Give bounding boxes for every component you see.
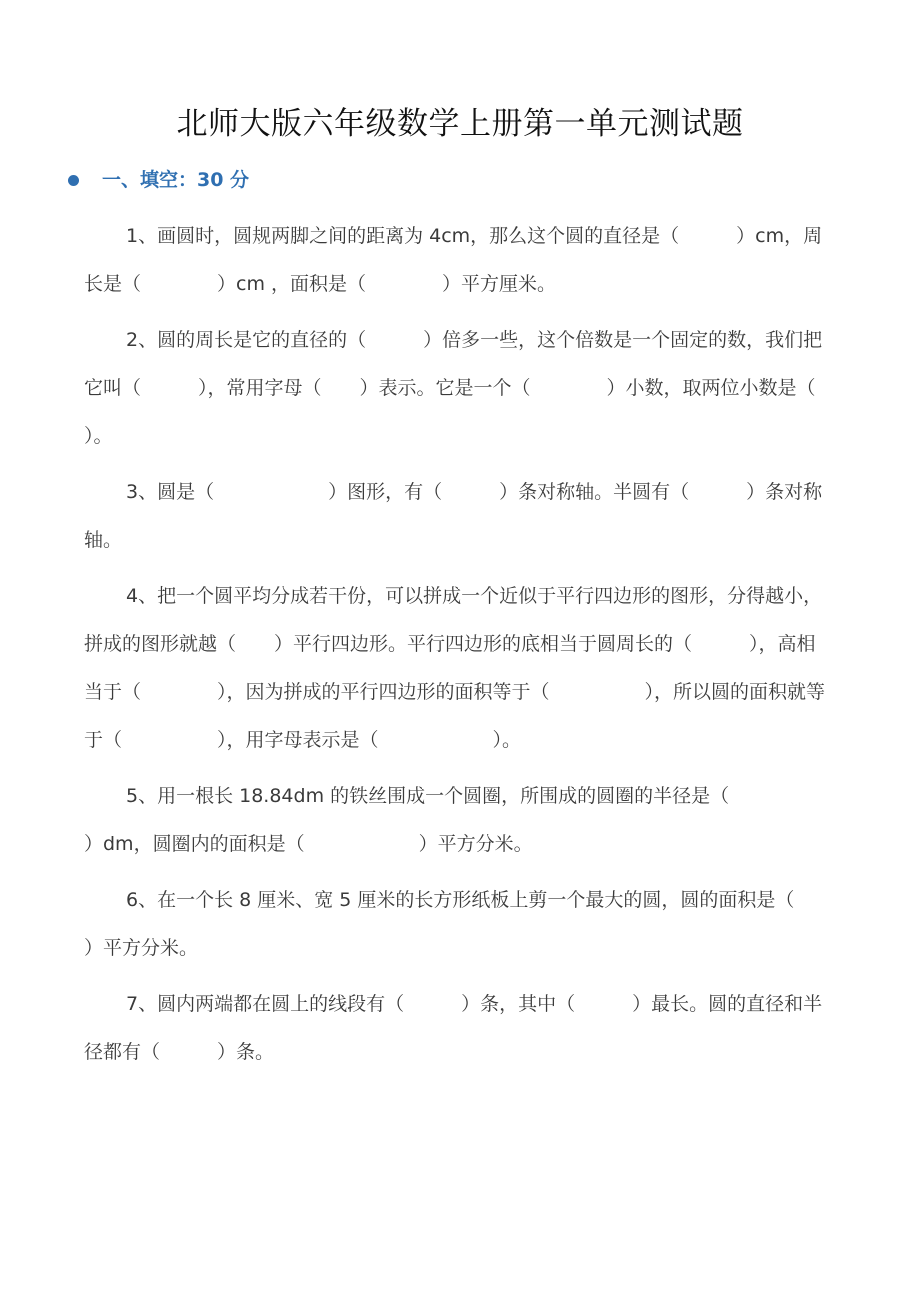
question-3: 3、圆是（ ）图形，有（ ）条对称轴。半圆有（ ）条对称轴。: [84, 481, 823, 551]
page-title: 北师大版六年级数学上册第一单元测试题: [176, 106, 744, 142]
question-4: 4、把一个圆平均分成若干份，可以拼成一个近似于平行四边形的图形，分得越小，拼成的图形就越（ ）平行四边形。平行四边形的底相当于圆周长的（ ），高相当于（ ），因为拼成的平行四边形的面积等于（ ），所以圆的面积就等于（ ），用字母表示是（ ）。: [84, 585, 826, 751]
bullet-dot-icon: [68, 175, 79, 186]
question-7: 7、圆内两端都在圆上的线段有（ ）条，其中（ ）最长。圆的直径和半径都有（ ）条。: [84, 993, 823, 1063]
section-heading: [68, 164, 249, 196]
question-2: 2、圆的周长是它的直径的（ ）倍多一些，这个倍数是一个固定的数，我们把它叫（ ），常用字母（ ）表示。它是一个（ ）小数，取两位小数是（ ）。: [84, 329, 892, 447]
question-1: 1、画圆时，圆规两脚之间的距离为 4cm，那么这个圆的直径是（ ）cm，周长是（ ）cm ，面积是（ ）平方厘米。: [84, 225, 823, 295]
section-title: 一、填空：30 分: [102, 169, 250, 191]
question-6: 6、在一个长 8 厘米、宽 5 厘米的长方形纸板上剪一个最大的圆，圆的面积是（ ）平方分米。: [84, 889, 890, 959]
question-list: [84, 212, 892, 1084]
question-5: 5、用一根长 18.84dm 的铁丝围成一个圆圈，所围成的圆圈的半径是（ ）dm，圆圈内的面积是（ ）平方分米。: [84, 785, 844, 855]
